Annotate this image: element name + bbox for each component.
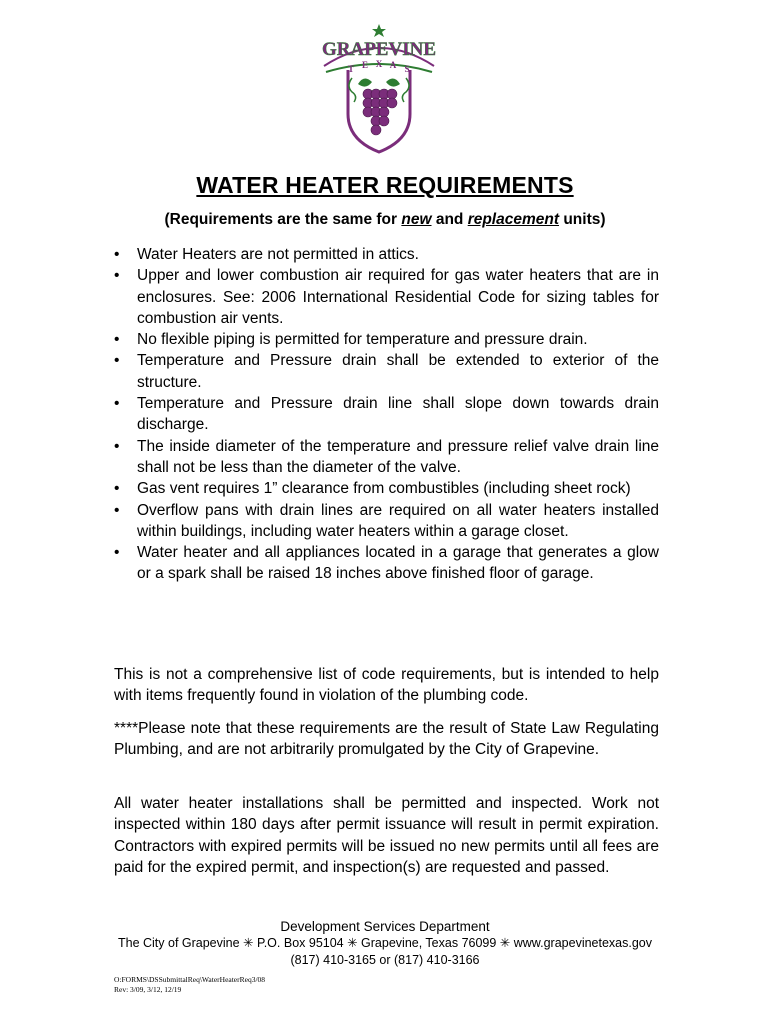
grape-icon [379,107,389,117]
bullet-icon: • [114,267,120,285]
requirement-text: No flexible piping is permitted for temperature and pressure drain. [137,331,588,349]
logo-letter: T [347,64,355,74]
leaf-icon [386,78,400,86]
requirement-text: Overflow pans with drain lines are required on all water heaters installed within buildings, including water heaters within a garage closet. [137,501,659,540]
subtitle-and: and [431,211,468,228]
requirement-item [114,265,659,329]
subtitle-new: new [401,211,432,228]
requirements-list [114,244,659,585]
requirement-item [114,478,659,499]
bullet-icon: • [114,437,120,455]
bullet-icon: • [114,395,120,413]
logo-name: GRAPEVINE [321,39,437,60]
logo-star [372,24,386,37]
grape-icon [371,125,381,135]
leaf-icon [358,78,372,86]
page-title: WATER HEATER REQUIREMENTS [196,172,574,198]
requirement-text: Gas vent requires 1” clearance from combustibles (including sheet rock) [137,480,631,498]
page-subtitle [0,211,770,229]
city-address: The City of Grapevine ✳ P.O. Box 95104 ✳ Grapevine, Texas 76099 ✳ www.grapevinetexas.gov [117,936,653,950]
requirement-text: Water Heaters are not permitted in attics. [137,246,419,263]
permit-inspection-paragraph: All water heater installations shall be permitted and inspected. Work not inspected within 180 days after permit issuance will result in permit expiration. Contractors with expired permits will be issued no new permits until all fees are paid for the expired permit, and inspection(s) are requested and passed. [114,795,659,876]
grape-icon [379,116,389,126]
requirement-text: Temperature and Pressure drain shall be extended to exterior of the structure. [137,352,659,391]
grape-icon [387,89,397,99]
state-law-note: ****Please note that these requirements are the result of State Law Regulating Plumbing, and are not arbitrarily promulgated by the City of Grapevine. [114,720,659,759]
disclaimer-paragraph: This is not a comprehensive list of code requirements, but is intended to help with items frequently found in violation of the plumbing code. [114,666,659,705]
requirement-text: Water heater and all appliances located in a garage that generates a glow or a spark shall be raised 18 inches above finished floor of garage. [137,544,659,583]
logo-letter: E [361,60,369,70]
grape-cluster-icon [363,89,397,135]
requirement-text: Upper and lower combustion air required for gas water heaters that are in enclosures. See: 2006 International Residential Code for sizing tables for combustion air vents. [137,267,659,327]
requirement-text: Temperature and Pressure drain line shall slope down towards drain discharge. [137,395,659,434]
phone-numbers: (817) 410-3165 or (817) 410-3166 [290,953,480,967]
requirement-item [114,329,659,350]
bullet-icon: • [114,352,120,370]
subtitle-replacement: replacement [467,211,560,228]
document-reference [114,975,265,995]
grape-icon [387,98,397,108]
requirement-text: The inside diameter of the temperature and pressure relief valve drain line shall not be less than the diameter of the valve. [137,437,659,476]
department-name: Development Services Department [280,919,490,934]
contact-footer [0,918,770,969]
revision-dates: Rev: 3/09, 3/12, 12/19 [114,985,182,994]
bullet-icon: • [114,331,120,349]
bullet-icon: • [114,246,120,263]
bullet-icon: • [114,501,120,519]
vine-tendril [402,78,409,102]
requirement-item [114,393,659,436]
requirement-item [114,500,659,543]
requirement-item [114,542,659,585]
logo-texas-letters [348,59,410,74]
city-of-grapevine-logo [318,22,440,154]
subtitle-prefix: (Requirements are the same for [164,211,402,228]
logo-letter: S [404,64,410,74]
bullet-icon: • [114,480,120,498]
bullet-icon: • [114,544,120,562]
file-path: O:FORMS\DSSubmittalReq\WaterHeaterReq3/08 [114,975,266,984]
subtitle-suffix: units) [559,211,606,228]
logo-letter: X [375,59,383,69]
vine-tendril [349,78,356,102]
requirement-item [114,244,659,265]
logo-letter: A [389,60,397,70]
requirement-item [114,436,659,479]
requirement-item [114,350,659,393]
